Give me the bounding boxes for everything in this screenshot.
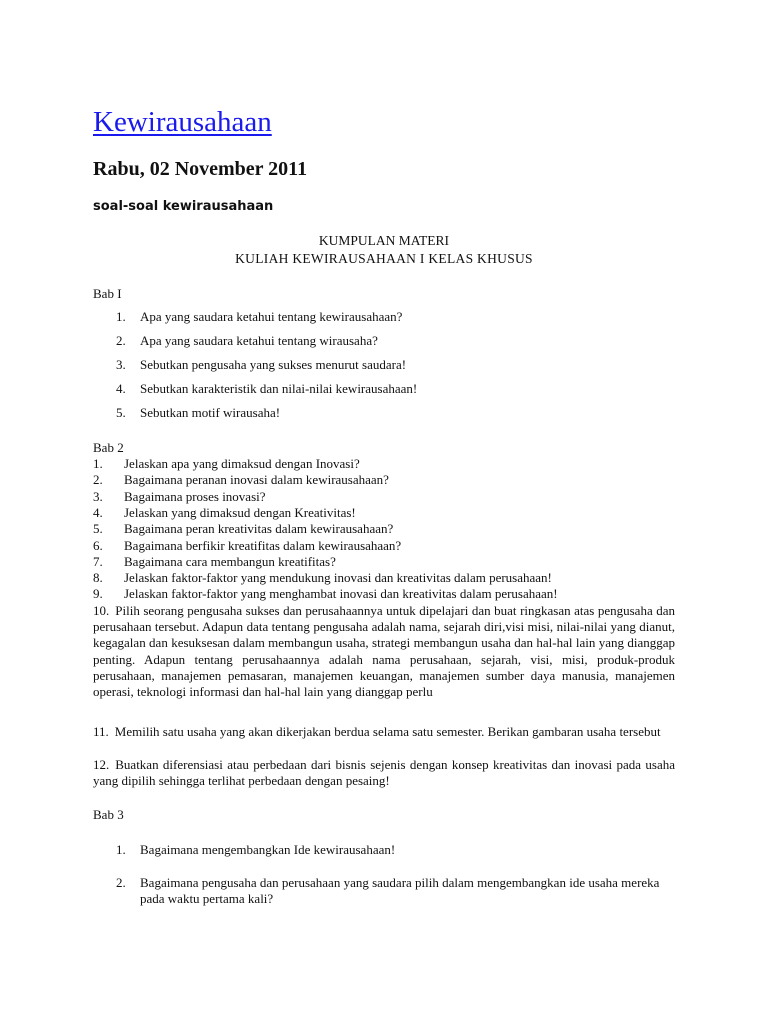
list-item-text: Apa yang saudara ketahui tentang kewirausahaan?: [140, 309, 403, 324]
list-item-text: Bagaimana pengusaha dan perusahaan yang saudara pilih dalam mengembangkan ide usaha mereka pada waktu pertama kali?: [140, 875, 660, 907]
list-item-text: Bagaimana peranan inovasi dalam kewirausahaan?: [124, 472, 389, 488]
list-item-number: 1.: [93, 456, 103, 471]
list-item-paragraph: [93, 757, 675, 790]
list-item: [116, 842, 676, 858]
list-item-text: Bagaimana cara membangun kreatifitas?: [124, 553, 336, 569]
list-item-number: 9.: [93, 586, 103, 602]
section-label-bab-1: Bab I: [93, 286, 122, 301]
list-item-text: Buatkan diferensiasi atau perbedaan dari bisnis sejenis dengan konsep kreativitas dan inovasi pada usaha yang dipilih sehingga terlihat perbedaan dengan pesaing!: [93, 757, 675, 789]
section-label-bab-3: Bab 3: [93, 807, 124, 822]
list-item-text: Apa yang saudara ketahui tentang wirausaha?: [140, 333, 378, 348]
list-item-text: Jelaskan apa yang dimaksud dengan Inovasi?: [124, 456, 360, 471]
list-item-number: 3.: [93, 488, 103, 504]
list-item: [116, 875, 676, 908]
list-item-text: Memilih satu usaha yang akan dikerjakan berdua selama satu semester. Berikan gambaran usaha tersebut: [114, 724, 661, 739]
list-item-number: 5.: [116, 405, 126, 420]
document-heading-line-1: KUMPULAN MATERI: [318, 233, 450, 248]
list-item-number: 6.: [93, 537, 103, 553]
list-item-text: Jelaskan yang dimaksud dengan Kreativitas!: [124, 504, 356, 520]
list-item-number: 10.: [93, 602, 110, 618]
list-item-number: 3.: [116, 357, 126, 372]
list-item-text: Sebutkan pengusaha yang sukses menurut saudara!: [140, 357, 407, 372]
list-item-text: Pilih seorang pengusaha sukses dan perusahaannya untuk dipelajari dan buat ringkasan atas pengusaha dan perusahaan tersebut. Adapun data tentang pengusaha adalah nama, sejarah diri,visi misi, nilai-nilai yang dianut, kegagalan dan kesuksesan dalam membangun usaha, strategi membangun usaha dan hal-hal lain yang dianggap penting. Adapun tentang perusahaannya adalah nama perusahaan, sejarah, visi, misi, produk-produk perusahaan, manajemen pemasaran, manajemen keuangan, manajemen sumber daya manusia, manajemen operasi, teknologi informasi dan hal-hal lain yang dianggap perlu: [93, 602, 675, 700]
list-item-number: 4.: [116, 381, 126, 396]
list-item-number: 2.: [93, 472, 103, 488]
list-item-number: 1.: [116, 309, 126, 324]
list-item-paragraph: [93, 724, 675, 740]
document-heading-line-2: KULIAH KEWIRAUSAHAAN I KELAS KHUSUS: [235, 251, 533, 266]
post-title: soal-soal kewirausahaan: [93, 199, 274, 214]
list-item-text: Bagaimana berfikir kreatifitas dalam kewirausahaan?: [124, 537, 402, 553]
list-item-text: Bagaimana mengembangkan Ide kewirausahaan!: [140, 842, 396, 857]
list-item-number: 4.: [93, 504, 103, 520]
list-item-text: Jelaskan faktor-faktor yang menghambat inovasi dan kreativitas dalam perusahaan!: [124, 586, 558, 602]
list-item-number: 2.: [116, 875, 126, 890]
list-item-text: Bagaimana peran kreativitas dalam kewirausahaan?: [124, 521, 394, 537]
list-item-text: Sebutkan motif wirausaha!: [140, 405, 281, 420]
section-label-bab-2: Bab 2: [93, 440, 124, 455]
list-item-paragraph: [93, 603, 675, 701]
list-item-text: Bagaimana proses inovasi?: [124, 488, 266, 504]
list-item-number: 11.: [93, 724, 109, 739]
list-item-text: Sebutkan karakteristik dan nilai-nilai kewirausahaan!: [140, 381, 418, 396]
list-item-number: 5.: [93, 521, 103, 537]
list-item-number: 8.: [93, 570, 103, 586]
blog-title-link[interactable]: Kewirausahaan: [93, 106, 272, 138]
list-item-number: 7.: [93, 553, 103, 569]
list-item-number: 12.: [93, 757, 110, 772]
list-item-number: 1.: [116, 842, 126, 857]
list-item-number: 2.: [116, 333, 126, 348]
list-item-text: Jelaskan faktor-faktor yang mendukung inovasi dan kreativitas dalam perusahaan!: [124, 570, 552, 586]
post-date: Rabu, 02 November 2011: [93, 158, 308, 180]
